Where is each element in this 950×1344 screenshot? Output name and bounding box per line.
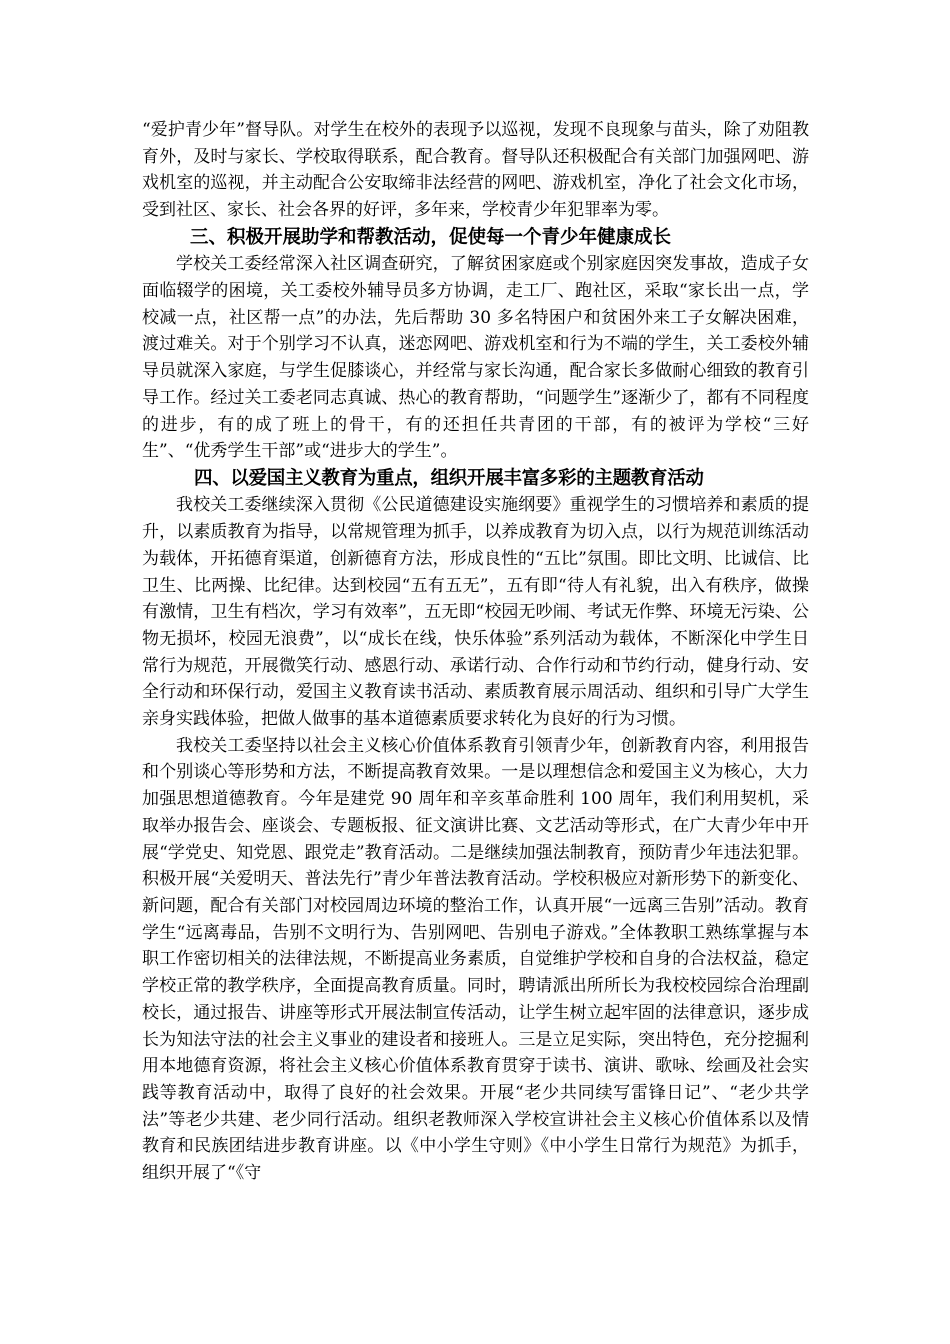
section-4-paragraph-2: 我校关工委坚持以社会主义核心价值体系教育引领青少年，创新教育内容，利用报告和个别谈心等形势和方法，不断提高教育效果。一是以理想信念和爱国主义为核心，大力加强思想道德教育。今年是建党 90 周年和辛亥革命胜利 100 周年，我们利用契机，采取举办报告会、座谈会、专题板报、征文演讲比赛、文艺活动等形式，在广大青少年中开展“学党史、知党恩、跟党走”教育活动。二是继续加强法制教育，预防青少年违法犯罪。积极开展“关爱明天、普法先行”青少年普法教育活动。学校积极应对新形势下的新变化、新问题，配合有关部门对校园周边环境的整治工作，认真开展“一远离三告别”活动。教育学生“远离毒品，告别不文明行为、告别网吧、告别电子游戏。”全体教职工熟练掌握与本职工作密切相关的法律法规，不断提高业务素质，自觉维护学校和自身的合法权益，稳定学校正常的教学秩序，全面提高教育质量。同时，聘请派出所所长为我校校园综合治理副校长，通过报告、讲座等形式开展法制宣传活动，让学生树立起牢固的法律意识，逐步成长为知法守法的社会主义事业的建设者和接班人。三是立足实际，突出特色，充分挖掘利用本地德育资源，将社会主义核心价值体系教育贯穿于读书、演讲、歌咏、绘画及社会实践等教育活动中，取得了良好的社会效果。开展“老少共同续写雷锋日记”、“老少共学法”等老少共建、老少同行活动。组织老教师深入学校宣讲社会主义核心价值体系以及情教育和民族团结进步教育讲座。以《中小学生守则》《中小学生日常行为规范》为抓手，组织开展了“《守 [142,735,809,1184]
section-3-heading: 三、积极开展助学和帮教活动，促使每一个青少年健康成长 [190,226,672,248]
section-4-paragraph-1: 我校关工委继续深入贯彻《公民道德建设实施纲要》重视学生的习惯培养和素质的提升，以素质教育为指导，以常规管理为抓手，以养成教育为切入点，以行为规范训练活动为载体，开拓德育渠道，创新德育方法，形成良性的“五比”氛围。即比文明、比诚信、比卫生、比两操、比纪律。达到校园“五有五无”，五有即“待人有礼貌，出入有秩序，做操有激情，卫生有档次，学习有效率”，五无即“校园无吵闹、考试无作弊、环境无污染、公物无损坏，校园无浪费”，以“成长在线，快乐体验”系列活动为载体，不断深化中学生日常行为规范，开展微笑行动、感恩行动、承诺行动、合作行动和节约行动，健身行动、安全行动和环保行动，爱国主义教育读书活动、素质教育展示周活动、组织和引导广大学生亲身实践体验，把做人做事的基本道德素质要求转化为良好的行为习惯。 [142,495,809,730]
intro-paragraph: “爱护青少年”督导队。对学生在校外的表现予以巡视，发现不良现象与苗头，除了劝阻教育外，及时与家长、学校取得联系，配合教育。督导队还积极配合有关部门加强网吧、游戏机室的巡视，并主动配合公安取缔非法经营的网吧、游戏机室，净化了社会文化市场，受到社区、家长、社会各界的好评，多年来，学校青少年犯罪率为零。 [142,120,809,221]
section-4-heading: 四、以爱国主义教育为重点，组织开展丰富多彩的主题教育活动 [194,467,704,489]
document-page [142,117,809,1187]
section-3-paragraph: 学校关工委经常深入社区调查研究，了解贫困家庭或个别家庭因突发事故，造成子女面临辍学的困境，关工委校外辅导员多方协调，走工厂、跑社区，采取“家长出一点，学校减一点，社区帮一点”的办法，先后帮助 30 多名特困户和贫困外来工子女解决困难，渡过难关。对于个别学习不认真，迷恋网吧、游戏机室和行为不端的学生，关工委校外辅导员就深入家庭，与学生促膝谈心，并经常与家长沟通，配合家长多做耐心细致的教育引导工作。经过关工委老同志真诚、热心的教育帮助，“问题学生”逐渐少了，都有不同程度的进步，有的成了班上的骨干，有的还担任共青团的干部，有的被评为学校“三好生”、“优秀学生干部”或“进步大的学生”。 [142,254,809,462]
